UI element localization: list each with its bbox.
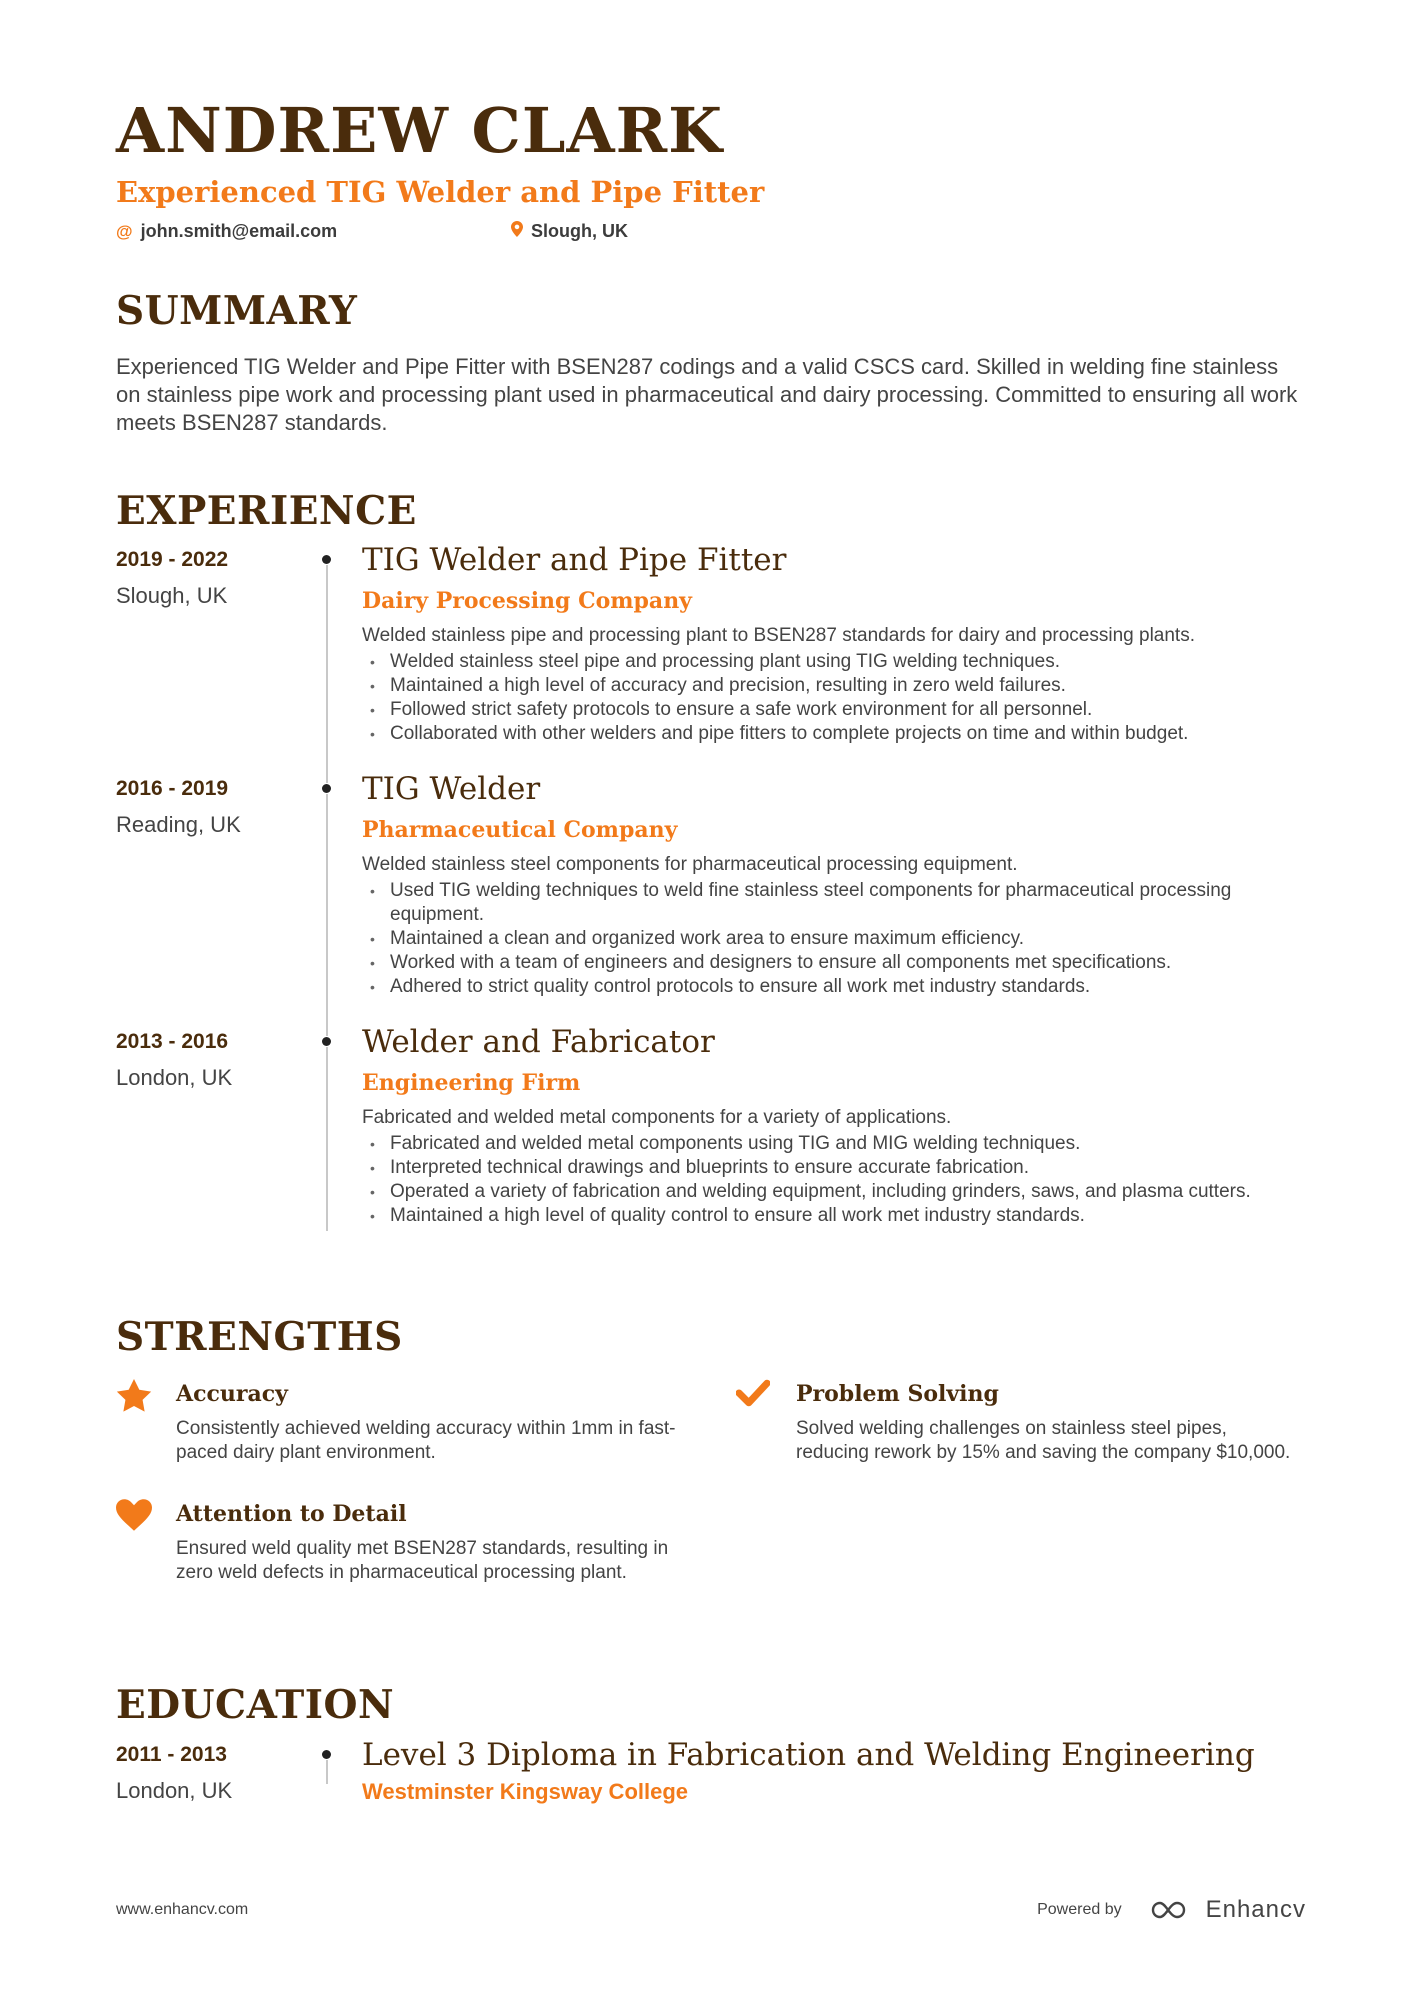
candidate-name: ANDREW CLARK [116,94,723,167]
summary-section [116,288,1306,437]
achievement-list [362,879,1306,999]
experience-dates: 2016 - 2019 [116,777,229,800]
timeline-rail [316,1031,362,1228]
experience-item [116,542,1306,746]
map-pin-icon [511,221,523,242]
job-role: TIG Welder and Pipe Fitter [362,542,787,578]
achievement-item: • Welded stainless steel pipe and processing plant using TIG welding techniques. [362,650,1306,674]
timeline-dot [322,784,331,793]
heart-icon [116,1499,176,1585]
achievement-list [362,650,1306,746]
experience-item [116,1024,1306,1228]
achievement-item: • Followed strict safety protocols to ensure a safe work environment for all personnel. [362,698,1306,722]
footer-site-link[interactable]: www.enhancv.com [116,1901,249,1918]
experience-location: London, UK [116,1065,233,1090]
job-description: Welded stainless pipe and processing plant to BSEN287 standards for dairy and processing plants. [362,625,1195,646]
achievement-item: • Interpreted technical drawings and blueprints to ensure accurate fabrication. [362,1156,1306,1180]
company-name: Dairy Processing Company [362,588,692,614]
experience-item [116,771,1306,999]
timeline-rail [316,778,362,999]
strength-title: Problem Solving [796,1381,999,1407]
enhancv-logo-icon [1150,1899,1194,1921]
experience-dates: 2013 - 2016 [116,1030,229,1053]
experience-section [116,488,1306,1226]
powered-by [1037,1896,1306,1924]
checkmark-icon [736,1379,796,1465]
timeline-dot [322,555,331,564]
company-name: Engineering Firm [362,1070,581,1096]
powered-by-label: Powered by [1037,1901,1122,1918]
experience-location: Reading, UK [116,812,241,837]
achievement-item: • Worked with a team of engineers and designers to ensure all components met specifications. [362,951,1306,975]
education-heading: EDUCATION [116,1682,395,1728]
footer [116,1896,1306,1924]
experience-heading: EXPERIENCE [116,488,417,534]
achievement-item: • Adhered to strict quality control protocols to ensure all work met industry standards. [362,975,1306,999]
strength-description: Ensured weld quality met BSEN287 standards, resulting in zero weld defects in pharmaceutical processing plant. [176,1538,669,1583]
brand-logo[interactable] [1150,1896,1306,1924]
timeline-line [326,1047,328,1231]
achievement-item: • Maintained a clean and organized work area to ensure maximum efficiency. [362,927,1306,951]
strength-title: Attention to Detail [176,1501,407,1527]
experience-dates: 2019 - 2022 [116,548,229,571]
strength-description: Solved welding challenges on stainless steel pipes, reducing rework by 15% and saving the company $10,000. [796,1418,1291,1463]
timeline-line [326,794,328,1036]
summary-text: Experienced TIG Welder and Pipe Fitter with BSEN287 codings and a valid CSCS card. Skilled in welding fine stainless on stainless pipe work and processing plant used in pharmaceutical and dairy processing. Committed to ensuring all work meets BSEN287 standards. [116,354,1298,435]
strengths-heading: STRENGTHS [116,1314,403,1360]
education-location: London, UK [116,1778,233,1803]
education-item [116,1737,1306,1804]
candidate-title: Experienced TIG Welder and Pipe Fitter [116,175,765,209]
strength-item [736,1379,1356,1465]
timeline-dot [322,1750,331,1759]
location-text: Slough, UK [531,221,628,241]
job-description: Fabricated and welded metal components for a variety of applications. [362,1107,952,1128]
contact-info [116,221,1306,242]
contact-location [511,221,628,242]
strength-description: Consistently achieved welding accuracy within 1mm in fast-paced dairy plant environment. [176,1418,676,1463]
experience-location: Slough, UK [116,583,228,608]
star-icon [116,1379,176,1465]
achievement-item: • Maintained a high level of accuracy and precision, resulting in zero weld failures. [362,674,1306,698]
achievement-item: • Fabricated and welded metal components using TIG and MIG welding techniques. [362,1132,1306,1156]
strength-item [116,1379,736,1465]
job-role: TIG Welder [362,771,541,807]
achievement-list [362,1132,1306,1228]
achievement-item: • Collaborated with other welders and pipe fitters to complete projects on time and within budget. [362,722,1306,746]
timeline-line [326,565,328,783]
achievement-item: • Used TIG welding techniques to weld fine stainless steel components for pharmaceutical processing equipment. [362,879,1306,927]
timeline-line [326,1760,328,1784]
timeline-rail [316,549,362,746]
company-name: Pharmaceutical Company [362,817,678,843]
timeline-dot [322,1037,331,1046]
education-section [116,1682,1306,1804]
job-role: Welder and Fabricator [362,1024,715,1060]
education-dates: 2011 - 2013 [116,1743,227,1766]
job-description: Welded stainless steel components for pharmaceutical processing equipment. [362,854,1018,875]
strengths-grid [116,1379,1356,1619]
summary-heading: SUMMARY [116,288,358,334]
achievement-item: • Maintained a high level of quality control to ensure all work met industry standards. [362,1204,1306,1228]
degree-title: Level 3 Diploma in Fabrication and Welding Engineering [362,1737,1255,1773]
strength-item [116,1499,736,1585]
school-name: Westminster Kingsway College [362,1779,689,1804]
email-text: john.smith@email.com [140,221,338,241]
resume-page [116,94,1306,1804]
strengths-section [116,1314,1356,1619]
brand-name: Enhancv [1205,1896,1306,1923]
contact-email[interactable] [116,221,511,242]
strength-title: Accuracy [176,1381,288,1407]
timeline-rail [316,1744,362,1803]
at-icon: @ [116,221,133,241]
achievement-item: • Operated a variety of fabrication and welding equipment, including grinders, saws, and plasma cutters. [362,1180,1306,1204]
